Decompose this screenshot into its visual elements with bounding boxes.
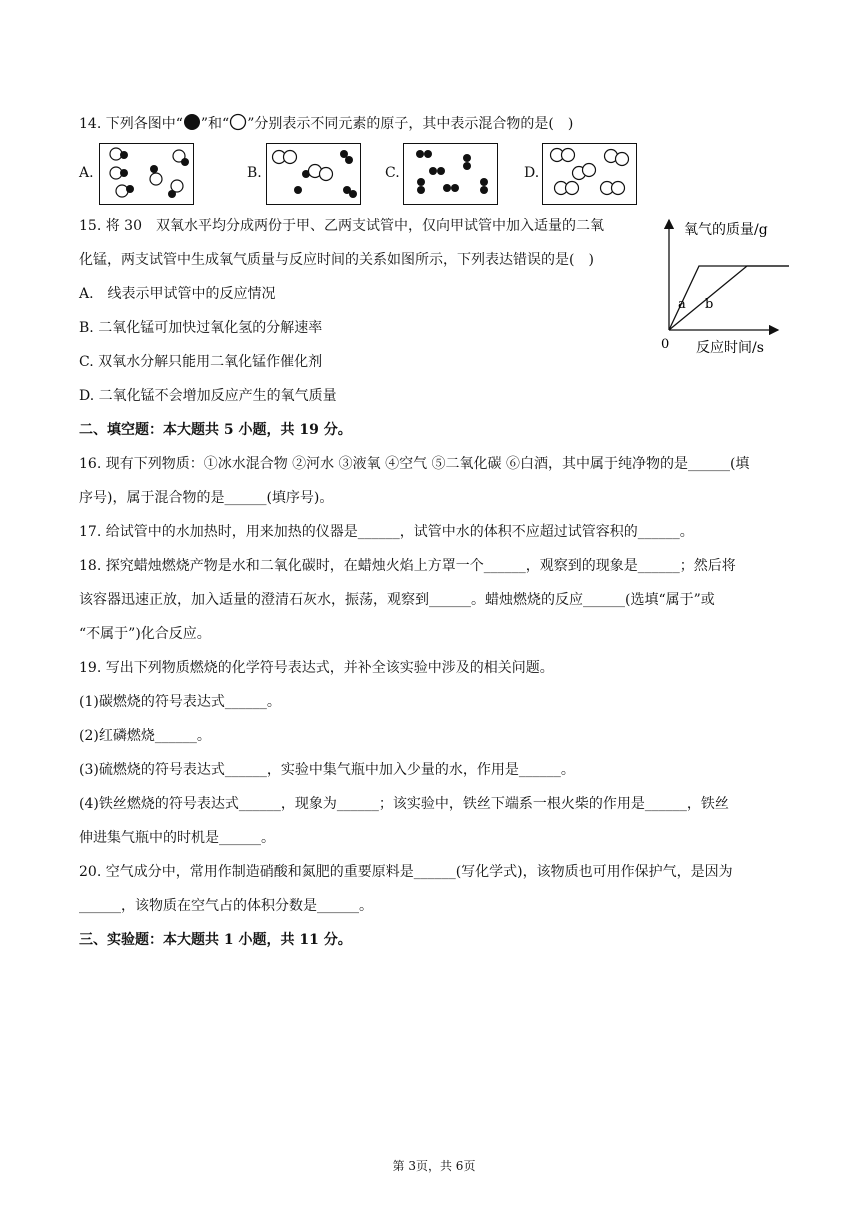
page-footer: 第 3页，共 6页 <box>392 1159 476 1173</box>
q20-line-2: ______，该物质在空气占的体积分数是______。 <box>79 898 373 914</box>
hollow-circle-icon <box>229 113 247 131</box>
q14-option-c-diagram <box>403 143 498 205</box>
q14-option-a-label: A. <box>79 165 94 181</box>
q18-line-2: 该容器迅速正放，加入适量的澄清石灰水，振荡，观察到______。蜡烛燃烧的反应______(选填“属于”或 <box>79 592 715 608</box>
q14-option-d-diagram <box>542 143 637 205</box>
q19-part-3: (3)硫燃烧的符号表达式______，实验中集气瓶中加入少量的水，作用是______。 <box>79 762 575 778</box>
q14-stem <box>79 113 573 134</box>
q14-suffix: ”分别表示不同元素的原子，其中表示混合物的是( ) <box>247 116 574 132</box>
series-b-line <box>669 266 789 330</box>
x-axis-label: 反应时间/s <box>696 340 764 356</box>
q19-part-4-line-2: 伸进集气瓶中的时机是______。 <box>79 830 275 846</box>
q19-part-2: (2)红磷燃烧______。 <box>79 728 211 744</box>
q15-choice-c: C. 双氧水分解只能用二氧化锰作催化剂 <box>79 354 323 370</box>
q15-line-2: 化锰，两支试管中生成氧气质量与反应时间的关系如图所示，下列表达错误的是( ) <box>79 252 594 268</box>
oxygen-mass-chart <box>652 212 792 362</box>
q14-option-b-label: B. <box>247 165 262 181</box>
q14-option-c-label: C. <box>385 165 400 181</box>
q20-line-1: 20. 空气成分中，常用作制造硝酸和氮肥的重要原料是______(写化学式)，该物质也可用作保护气，是因为 <box>79 864 733 880</box>
q15-line-1: 15. 将 30 双氧水平均分成两份于甲、乙两支试管中，仅向甲试管中加入适量的二氧 <box>79 218 604 234</box>
q16-line-2: 序号)，属于混合物的是______(填序号)。 <box>79 490 334 506</box>
series-a-label: a <box>678 297 686 312</box>
q14-option-b-diagram <box>266 143 361 205</box>
series-b-label: b <box>705 297 714 312</box>
q16-line-1: 16. 现有下列物质：①冰水混合物 ②河水 ③液氧 ④空气 ⑤二氧化碳 ⑥白酒，其中属于纯净物的是______(填 <box>79 456 750 472</box>
section-3-heading: 三、实验题：本大题共 1 小题，共 11 分。 <box>79 932 352 948</box>
q14-option-d-label: D. <box>524 165 540 181</box>
q18-line-3: “不属于”)化合反应。 <box>79 626 211 642</box>
q19-stem: 19. 写出下列物质燃烧的化学符号表达式，并补全该实验中涉及的相关问题。 <box>79 660 554 676</box>
y-axis-label: 氧气的质量/g <box>684 222 768 238</box>
series-a-line <box>669 266 789 330</box>
q15-choice-b: B. 二氧化锰可加快过氧化氢的分解速率 <box>79 320 323 336</box>
filled-circle-icon <box>183 113 201 131</box>
q14-option-a-diagram <box>99 143 194 205</box>
q18-line-1: 18. 探究蜡烛燃烧产物是水和二氧化碳时，在蜡烛火焰上方罩一个______，观察到的现象是______；然后将 <box>79 558 736 574</box>
origin-label: 0 <box>661 337 670 352</box>
q19-part-4-line-1: (4)铁丝燃烧的符号表达式______，现象为______；该实验中，铁丝下端系一根火柴的作用是______，铁丝 <box>79 796 729 812</box>
q17: 17. 给试管中的水加热时，用来加热的仪器是______，试管中水的体积不应超过试管容积的______。 <box>79 524 694 540</box>
q14-mid: ”和“ <box>200 116 230 132</box>
q15-choice-d: D. 二氧化锰不会增加反应产生的氧气质量 <box>79 388 337 404</box>
q15-choice-a: A. 线表示甲试管中的反应情况 <box>79 286 276 302</box>
section-2-heading: 二、填空题：本大题共 5 小题，共 19 分。 <box>79 422 352 438</box>
q19-part-1: (1)碳燃烧的符号表达式______。 <box>79 694 281 710</box>
q14-prefix: 14. 下列各图中“ <box>79 116 183 132</box>
